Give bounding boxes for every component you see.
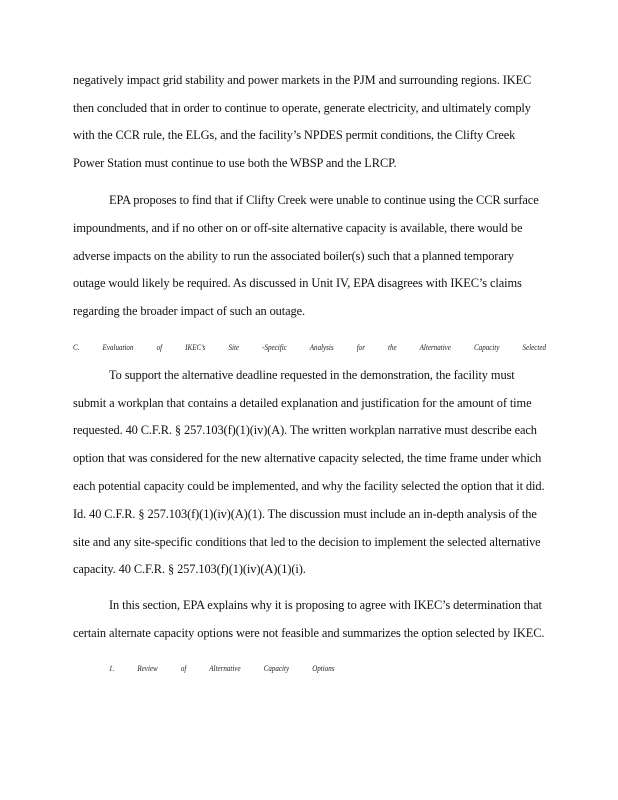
body-line: In this section, EPA explains why it is proposing to agree with IKEC’s determination that xyxy=(109,598,542,612)
heading-word: of xyxy=(156,342,163,352)
subsection-heading-1 xyxy=(109,662,356,674)
heading-word: IKEC’s xyxy=(185,342,206,352)
heading-word: the xyxy=(388,342,397,352)
body-line: EPA proposes to find that if Clifty Creek were unable to continue using the CCR surface xyxy=(109,193,539,207)
body-line: site and any site-specific conditions that led to the decision to implement the selected alternative xyxy=(73,535,541,549)
heading-word: C. xyxy=(73,342,80,352)
heading-word: Review xyxy=(137,663,158,673)
heading-word: Selected xyxy=(522,342,547,352)
body-line: with the CCR rule, the ELGs, and the facility’s NPDES permit conditions, the Clifty Creek xyxy=(73,128,516,142)
body-line: submit a workplan that contains a detailed explanation and justification for the amount of time xyxy=(73,396,532,410)
section-heading-c xyxy=(73,341,567,353)
heading-word: Analysis xyxy=(309,342,334,352)
body-line: adverse impacts on the ability to run the associated boiler(s) such that a planned temporary xyxy=(73,249,514,263)
body-line: Id. 40 C.F.R. § 257.103(f)(1)(iv)(A)(1). The discussion must include an in-depth analysis of the xyxy=(73,507,537,521)
heading-word: of xyxy=(180,663,187,673)
body-line: negatively impact grid stability and power markets in the PJM and surrounding regions. IKEC xyxy=(73,73,532,87)
body-line: regarding the broader impact of such an outage. xyxy=(73,304,306,318)
body-line: certain alternate capacity options were not feasible and summarizes the option selected by IKEC. xyxy=(73,626,545,640)
body-line: each potential capacity could be implemented, and why the facility selected the option that it did. xyxy=(73,479,545,493)
body-line: impoundments, and if no other on or off-site alternative capacity is available, there would be xyxy=(73,221,523,235)
heading-word: Alternative xyxy=(209,663,241,673)
body-line: To support the alternative deadline requested in the demonstration, the facility must xyxy=(109,368,515,382)
heading-word: -Specific xyxy=(262,342,287,352)
heading-word: Evaluation xyxy=(102,342,134,352)
heading-word: Capacity xyxy=(263,663,290,673)
heading-word: for xyxy=(356,342,365,352)
heading-word: Capacity xyxy=(474,342,500,352)
heading-word: Options xyxy=(312,663,335,673)
body-line: then concluded that in order to continue to operate, generate electricity, and ultimately comply xyxy=(73,101,531,115)
heading-word: Site xyxy=(228,342,240,352)
body-line: requested. 40 C.F.R. § 257.103(f)(1)(iv)(A). The written workplan narrative must describe each xyxy=(73,423,537,437)
heading-word: Alternative xyxy=(419,342,451,352)
body-line: Power Station must continue to use both the WBSP and the LRCP. xyxy=(73,156,397,170)
body-line: option that was considered for the new alternative capacity selected, the time frame under which xyxy=(73,451,542,465)
heading-word: 1. xyxy=(109,663,115,673)
body-line: outage would likely be required. As discussed in Unit IV, EPA disagrees with IKEC’s claims xyxy=(73,276,522,290)
body-line: capacity. 40 C.F.R. § 257.103(f)(1)(iv)(A)(1)(i). xyxy=(73,562,306,576)
